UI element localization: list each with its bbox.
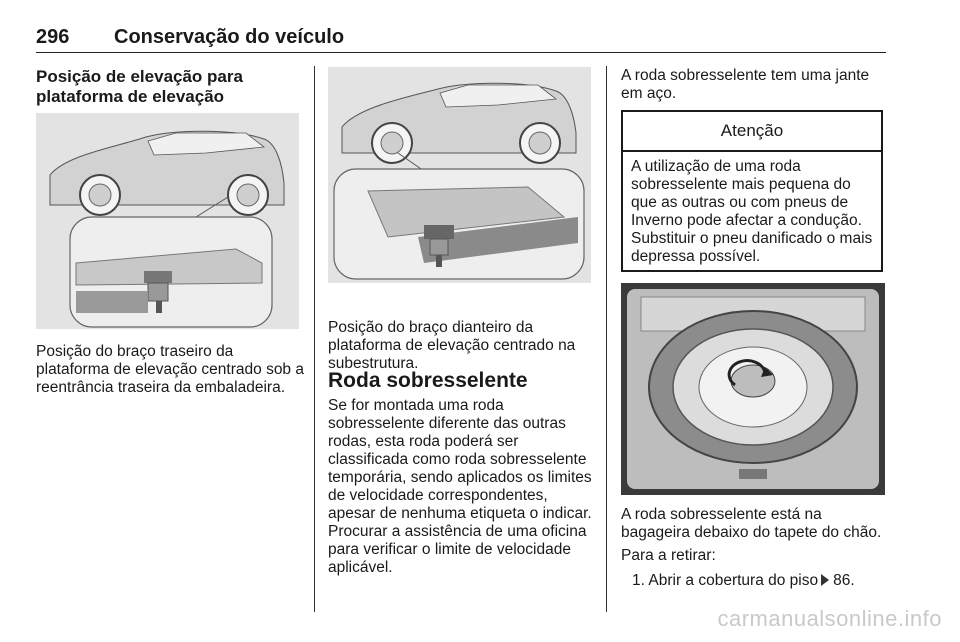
column-divider-right <box>606 66 607 612</box>
watermark: carmanualsonline.info <box>717 606 942 631</box>
notice-body: A utilização de uma roda sobresselente mais pequena do que as outras ou com pneus de Inverno pode afectar a condução. Substituir o pneu danificado o mais depressa possível. <box>631 158 873 265</box>
page-number: 296 <box>36 26 70 48</box>
spare-wheel-body: Se for montada uma roda sobresselente diferente das outras rodas, esta roda poderá ser classificada como roda sobresselente temporária, sendo aplicados os limites de velocidade correspondentes, apesar de nenhuma etiqueta o indicar. Procurar a assistência de uma oficina para verificar o limite de velocidade aplicável. <box>328 397 592 576</box>
attention-notice <box>621 110 883 272</box>
rear-lift-point-illustration <box>36 113 299 329</box>
step-page-ref[interactable]: 86. <box>833 572 855 589</box>
spare-location-text: A roda sobresselente está na bagageira debaixo do tapete do chão. <box>621 506 882 541</box>
front-arm-caption: Posição do braço dianteiro da plataforma de elevação centrado na subestrutura. <box>328 319 576 372</box>
section-heading-lift-position: Posição de elevação para plataforma de elevação <box>36 67 243 106</box>
step-number: 1. <box>632 572 645 589</box>
remove-label: Para a retirar: <box>621 547 716 564</box>
spare-wheel-trunk-illustration <box>621 283 885 495</box>
page-header <box>36 26 886 53</box>
page-reference-icon <box>821 574 829 586</box>
step-1 <box>632 572 855 590</box>
steel-rim-text: A roda sobresselente tem uma jante em aço. <box>621 67 870 102</box>
section-heading-spare-wheel: Roda sobresselente <box>328 369 528 392</box>
column-divider-left <box>314 66 315 612</box>
notice-title: Atenção <box>623 112 881 152</box>
front-lift-point-illustration <box>328 67 591 283</box>
rear-arm-caption: Posição do braço traseiro da plataforma de elevação centrado sob a reentrância traseira da embaladeira. <box>36 343 304 396</box>
step-text: Abrir a cobertura do piso <box>648 572 819 589</box>
chapter-title: Conservação do veículo <box>114 26 345 48</box>
